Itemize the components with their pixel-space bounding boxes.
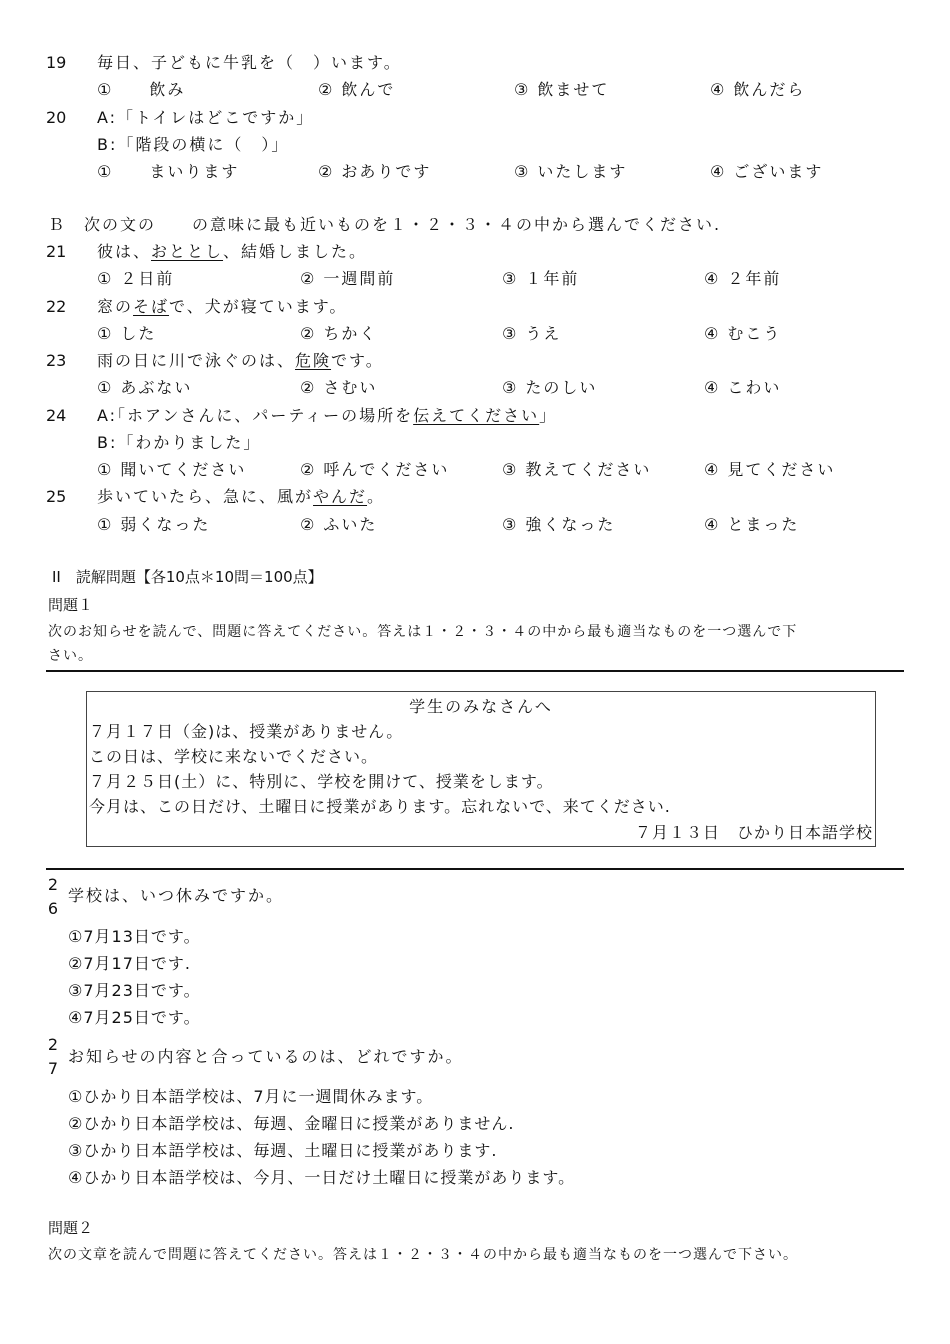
- question-number-bottom: 7: [47, 1059, 59, 1078]
- dialog-line-b: B:「わかりました」: [97, 433, 262, 452]
- choice-3[interactable]: ③ １年前: [502, 269, 580, 288]
- section-label: Ｂ: [48, 215, 65, 234]
- dialog-line-a: A:｢ホアンさんに、パーティーの場所を伝えてください｣: [97, 406, 550, 425]
- underlined-word: 危険: [295, 351, 332, 370]
- choice-1[interactable]: ①ひかり日本語学校は、7月に一週間休みます。: [68, 1087, 434, 1106]
- choice-4[interactable]: ④ とまった: [704, 515, 800, 534]
- notice-box: [86, 691, 876, 847]
- choice-2[interactable]: ② 呼んでください: [300, 460, 450, 479]
- notice-line: ７月１７日（金)は、授業がありません。: [89, 722, 404, 741]
- choice-2[interactable]: ② 一週間前: [300, 269, 396, 288]
- question-number: 24: [46, 406, 67, 425]
- question-stem: 窓のそばで、犬が寝ています。: [97, 297, 348, 316]
- choice-2[interactable]: ② ふいた: [300, 515, 378, 534]
- problem-1-title: 問題１: [48, 596, 94, 614]
- dialog-line-a: A:「トイレはどこですか」: [97, 108, 315, 127]
- question-number: 23: [46, 351, 67, 370]
- choice-1[interactable]: ① 聞いてください: [97, 460, 247, 479]
- notice-line: この日は、学校に来ないでください。: [89, 747, 379, 766]
- choice-2[interactable]: ② おありです: [318, 162, 432, 181]
- choice-1[interactable]: ① 飲み: [97, 80, 186, 99]
- underlined-word: やんだ: [313, 487, 368, 506]
- choice-3[interactable]: ③ たのしい: [502, 378, 598, 397]
- choice-3[interactable]: ③ 飲ませて: [514, 80, 610, 99]
- notice-line: 今月は、この日だけ、土曜日に授業があります。忘れないで、来てください.: [89, 797, 671, 816]
- divider: [46, 670, 904, 672]
- question-number: 21: [46, 242, 67, 261]
- question-number-top: 2: [47, 1035, 59, 1054]
- choice-3[interactable]: ③7月23日です。: [68, 981, 201, 1000]
- question-number-top: 2: [47, 875, 59, 894]
- dialog-line-b: B:「階段の横に（ ）」: [97, 135, 290, 154]
- question-number: 19: [46, 53, 67, 72]
- problem-1-instruction-cont: さい。: [48, 648, 93, 664]
- notice-line: ７月２５日(土）に、特別に、学校を開けて、授業をします。: [89, 772, 554, 791]
- underlined-word: そば: [133, 297, 170, 316]
- question-number: 22: [46, 297, 67, 316]
- underlined-word: おととし: [151, 242, 224, 261]
- question-stem: 毎日、子どもに牛乳を（ ）います。: [97, 53, 402, 72]
- problem-2-title: 問題２: [48, 1219, 94, 1237]
- choice-1[interactable]: ① 弱くなった: [97, 515, 211, 534]
- choice-4[interactable]: ④ 飲んだら: [710, 80, 806, 99]
- question-number: 25: [46, 487, 67, 506]
- section-instruction: 次の文の の意味に最も近いものを１・２・３・４の中から選んでください.: [84, 215, 722, 234]
- choice-4[interactable]: ④ ２年前: [704, 269, 782, 288]
- choice-3[interactable]: ③ うえ: [502, 324, 562, 343]
- question-stem: 歩いていたら、急に、風がやんだ。: [97, 487, 386, 506]
- choice-3[interactable]: ③ひかり日本語学校は、毎週、土曜日に授業があります.: [68, 1141, 498, 1160]
- choice-2[interactable]: ② ちかく: [300, 324, 378, 343]
- notice-signature: ７月１３日 ひかり日本語学校: [634, 823, 873, 842]
- choice-4[interactable]: ④ 見てください: [704, 460, 836, 479]
- choice-4[interactable]: ④ひかり日本語学校は、今月、一日だけ土曜日に授業があります。: [68, 1168, 576, 1187]
- question-stem: 雨の日に川で泳ぐのは、危険です。: [97, 351, 384, 370]
- question-number: 20: [46, 108, 67, 127]
- choice-4[interactable]: ④ こわい: [704, 378, 782, 397]
- choice-1[interactable]: ① あぶない: [97, 378, 193, 397]
- choice-2[interactable]: ② 飲んで: [318, 80, 396, 99]
- choice-3[interactable]: ③ 強くなった: [502, 515, 616, 534]
- choice-4[interactable]: ④ ございます: [710, 162, 824, 181]
- choice-1[interactable]: ① まいります: [97, 162, 240, 181]
- choice-3[interactable]: ③ 教えてください: [502, 460, 652, 479]
- choice-2[interactable]: ②ひかり日本語学校は、毎週、金曜日に授業がありません.: [68, 1114, 515, 1133]
- section-2-heading: II 読解問題【各10点＊10問＝100点】: [52, 568, 323, 586]
- question-stem: 彼は、おととし、結婚しました。: [97, 242, 368, 261]
- question-stem: お知らせの内容と合っているのは、どれですか。: [68, 1047, 464, 1066]
- choice-2[interactable]: ② さむい: [300, 378, 378, 397]
- notice-title: 学生のみなさんへ: [409, 697, 553, 716]
- problem-1-instruction: 次のお知らせを読んで、問題に答えてください。答えは１・２・３・４の中から最も適当なものを一つ選んで下: [48, 624, 798, 640]
- choice-2[interactable]: ②7月17日です.: [68, 954, 191, 973]
- problem-2-instruction: 次の文章を読んで問題に答えてください。答えは１・２・３・４の中から最も適当なものを一つ選んで下さい。: [48, 1247, 798, 1263]
- question-number-bottom: 6: [47, 899, 59, 918]
- choice-4[interactable]: ④ むこう: [704, 324, 782, 343]
- choice-3[interactable]: ③ いたします: [514, 162, 628, 181]
- choice-1[interactable]: ① ２日前: [97, 269, 175, 288]
- divider: [46, 868, 904, 870]
- question-stem: 学校は、いつ休みですか。: [68, 886, 285, 905]
- choice-1[interactable]: ① した: [97, 324, 157, 343]
- choice-1[interactable]: ①7月13日です。: [68, 927, 201, 946]
- underlined-phrase: 伝えてください: [413, 406, 540, 425]
- choice-4[interactable]: ④7月25日です。: [68, 1008, 201, 1027]
